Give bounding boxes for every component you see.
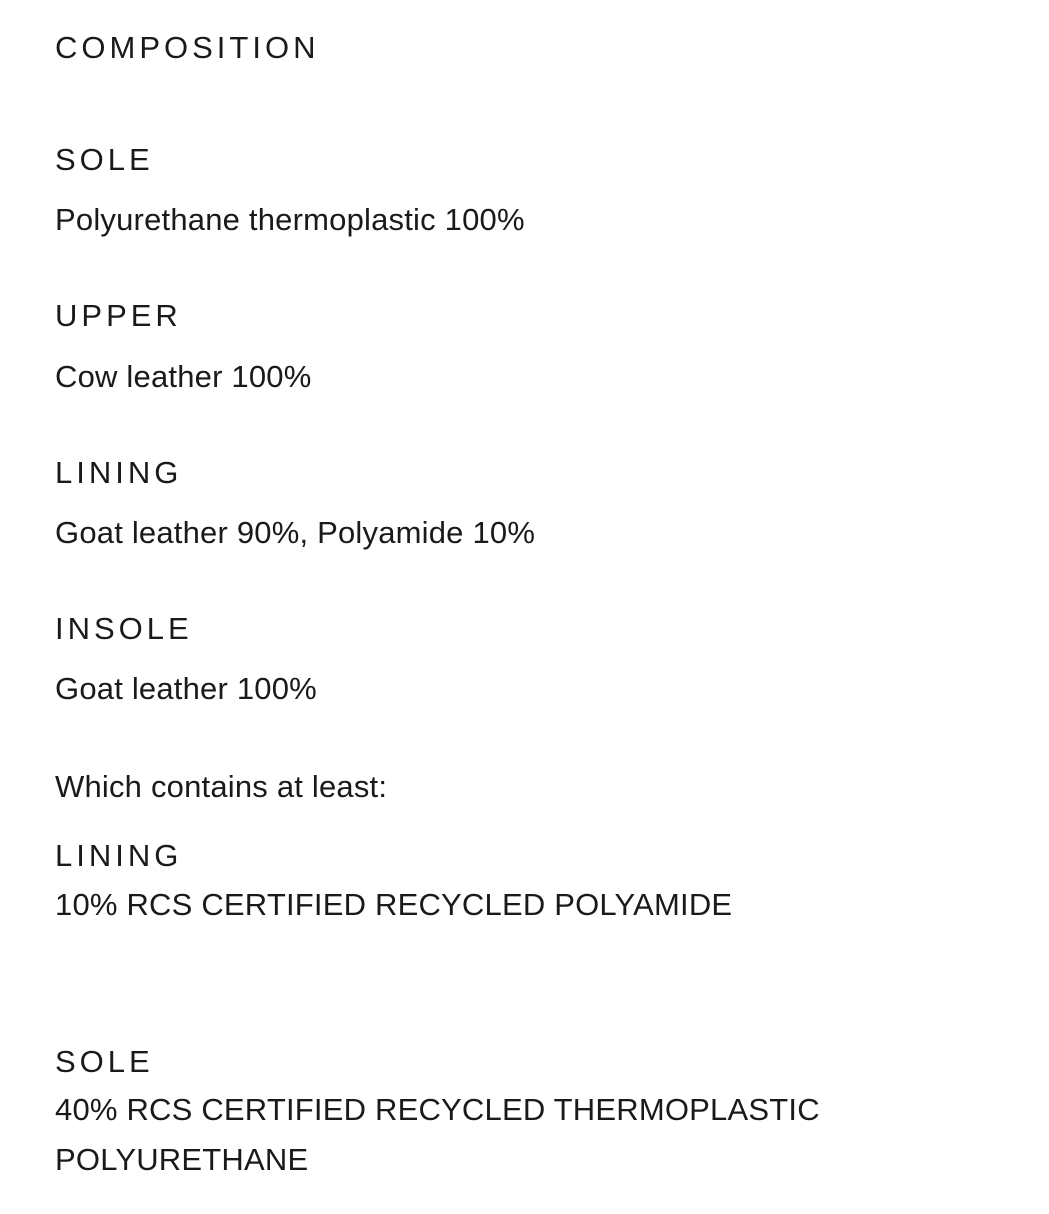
part-value-upper: Cow leather 100% — [55, 359, 312, 394]
part-heading-sole: SOLE — [55, 142, 154, 177]
recycled-value-sole: 40% RCS CERTIFIED RECYCLED THERMOPLASTIC POLYURETHANE — [55, 1092, 820, 1177]
composition-title: COMPOSITION — [55, 30, 320, 65]
recycled-value-lining: 10% RCS CERTIFIED RECYCLED POLYAMIDE — [55, 887, 733, 922]
part-value-lining: Goat leather 90%, Polyamide 10% — [55, 515, 536, 550]
part-value-insole: Goat leather 100% — [55, 671, 317, 706]
part-heading-upper: UPPER — [55, 298, 182, 333]
part-value-sole: Polyurethane thermoplastic 100% — [55, 202, 525, 237]
recycled-heading-lining: LINING — [55, 838, 183, 873]
part-heading-lining: LINING — [55, 455, 183, 490]
sustainability-intro: Which contains at least: — [55, 769, 388, 804]
part-heading-insole: INSOLE — [55, 611, 193, 646]
recycled-heading-sole: SOLE — [55, 1044, 154, 1079]
